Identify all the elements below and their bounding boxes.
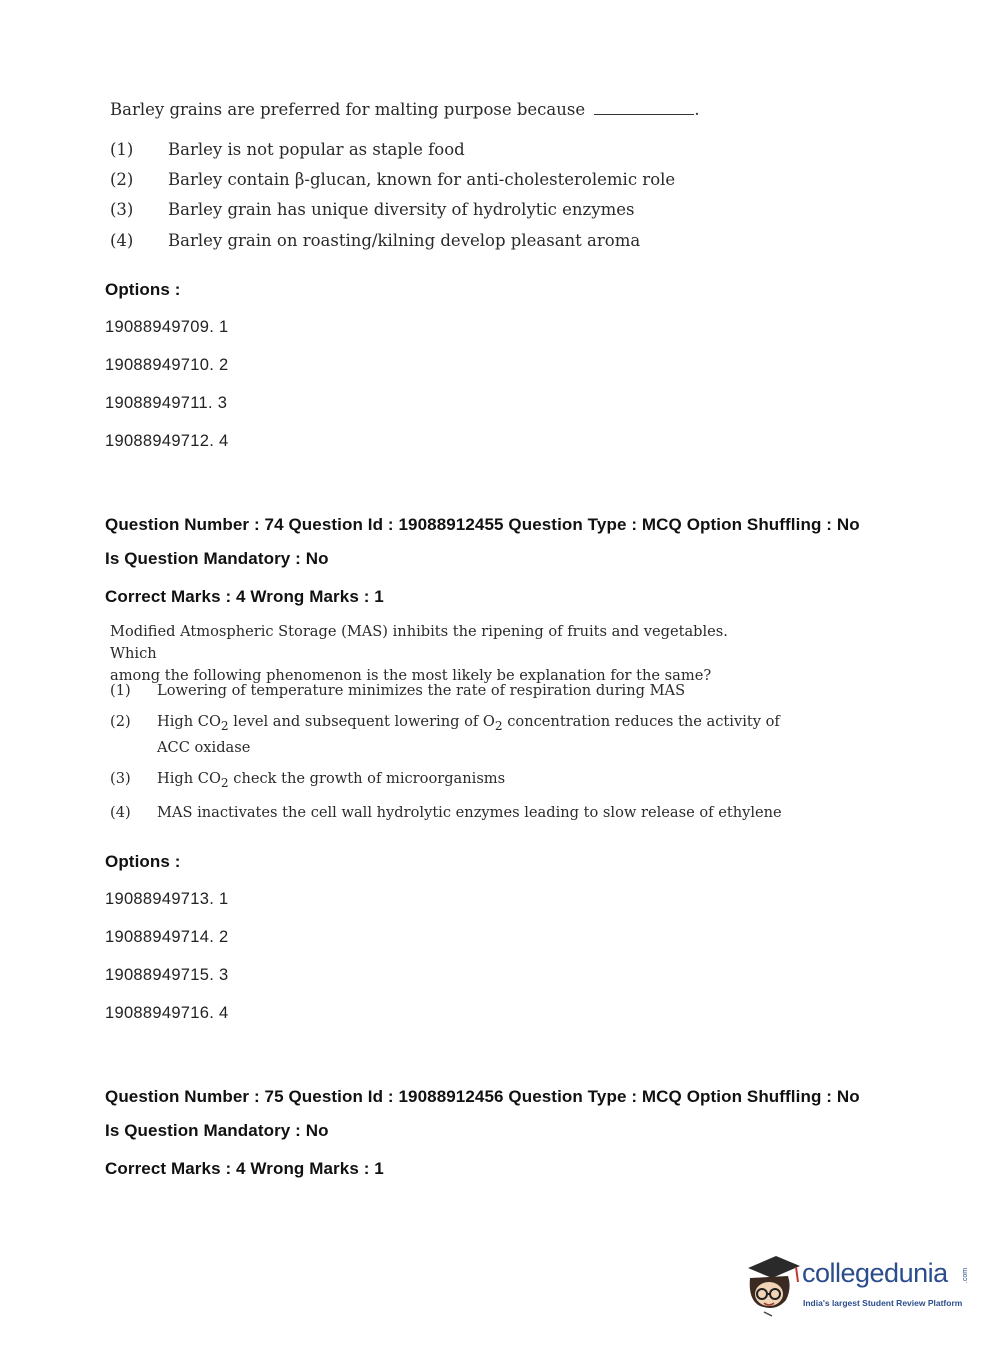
collegedunia-logo[interactable] bbox=[742, 1250, 972, 1320]
q74-option-id-2: 19088949714. 2 bbox=[105, 928, 229, 946]
q74-option-id-1: 19088949713. 1 bbox=[105, 890, 229, 908]
q75-mandatory: Is Question Mandatory : No bbox=[105, 1121, 329, 1140]
q73-option-3: (3) Barley grain has unique diversity of hydrolytic enzymes bbox=[110, 200, 635, 219]
q74-options-heading: Options : bbox=[105, 852, 181, 871]
q73-option-id-4: 19088949712. 4 bbox=[105, 432, 229, 450]
q73-option-id-1: 19088949709. 1 bbox=[105, 318, 229, 336]
q74-option-id-4: 19088949716. 4 bbox=[105, 1004, 229, 1022]
q73-option-4: (4) Barley grain on roasting/kilning develop pleasant aroma bbox=[110, 231, 641, 250]
q75-header: Question Number : 75 Question Id : 19088912456 Question Type : MCQ Option Shuffling : No bbox=[105, 1087, 860, 1106]
q74-option-id-3: 19088949715. 3 bbox=[105, 966, 229, 984]
q73-option-id-3: 19088949711. 3 bbox=[105, 394, 228, 412]
mascot-icon bbox=[742, 1250, 802, 1320]
q73-stem: Barley grains are preferred for malting purpose because . bbox=[110, 100, 700, 119]
q73-options-heading: Options : bbox=[105, 280, 181, 299]
q73-option-1: (1) Barley is not popular as staple food bbox=[110, 140, 465, 159]
logo-name: collegedunia bbox=[802, 1258, 948, 1288]
q73-option-2: (2) Barley contain β-glucan, known for anti-cholesterolemic role bbox=[110, 170, 676, 189]
logo-suffix: .com bbox=[962, 1267, 970, 1284]
logo-tagline: India's largest Student Review Platform bbox=[803, 1298, 963, 1308]
answer-blank bbox=[594, 102, 694, 115]
q75-marks: Correct Marks : 4 Wrong Marks : 1 bbox=[105, 1159, 384, 1178]
q74-marks: Correct Marks : 4 Wrong Marks : 1 bbox=[105, 587, 384, 606]
q74-stem: Modified Atmospheric Storage (MAS) inhibits the ripening of fruits and vegetables. Which among the following phenomenon is the most likely be explanation for the same? bbox=[110, 623, 728, 684]
q73-option-id-2: 19088949710. 2 bbox=[105, 356, 229, 374]
q74-header: Question Number : 74 Question Id : 19088912455 Question Type : MCQ Option Shuffling : No bbox=[105, 515, 860, 534]
q74-mandatory: Is Question Mandatory : No bbox=[105, 549, 329, 568]
